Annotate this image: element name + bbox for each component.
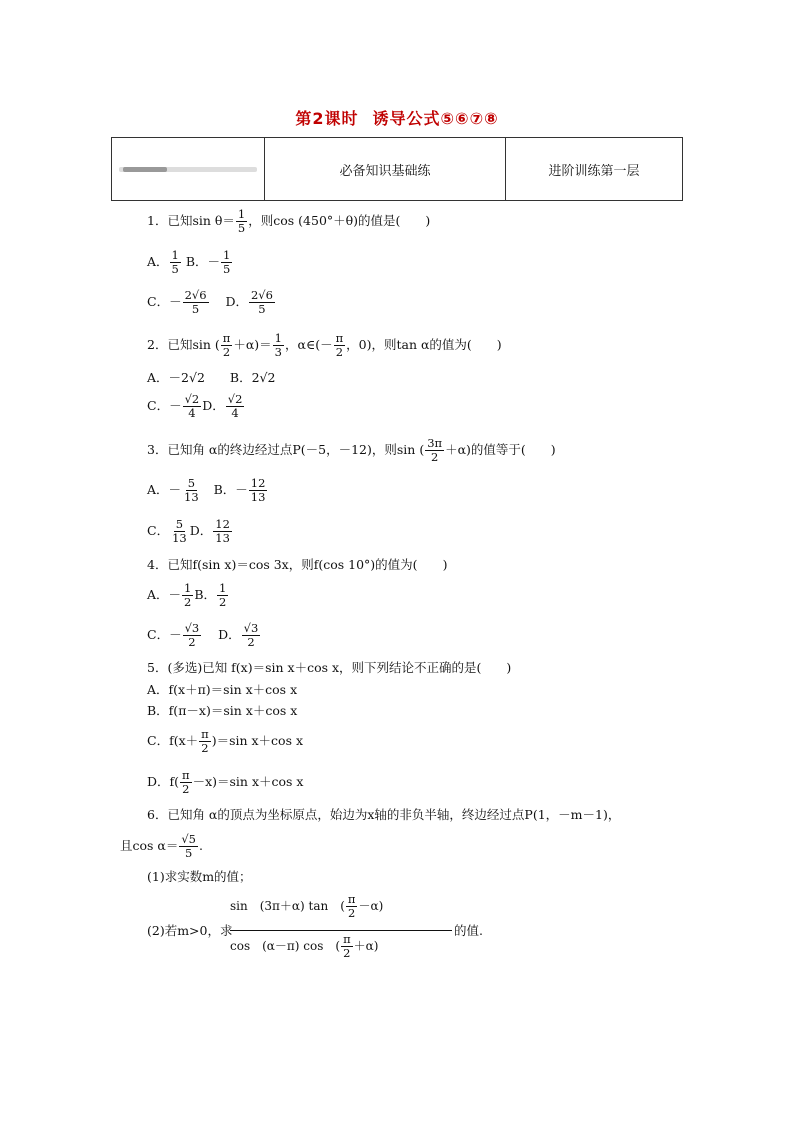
q1-options-ab: A． $\frac{1}{5}$ B．－ $\frac{1}{5}$ bbox=[147, 248, 231, 276]
q1-options-cd: C．－ $\frac{2√6}{5}$ D． $\frac{2√6}{5}$ bbox=[147, 288, 273, 316]
q5-option-a: A．f(x＋π)＝sin x＋cos x bbox=[147, 682, 298, 697]
q6-numerator: sin (3π＋α) tan ( $\frac{\pi}{2}$ －α) bbox=[230, 892, 384, 920]
question-1: 1．已知sin θ＝ $\frac{1}{5}$ ，则cos (450°＋θ)的值是( ) bbox=[147, 207, 431, 235]
q2-options-cd: C．－ $\frac{√2}{4}$ D． $\frac{√2}{4}$ bbox=[147, 392, 243, 420]
q2-options-ab: A．－2√2 B．2√2 bbox=[147, 370, 276, 385]
q5-option-c: C．f(x＋ $\frac{\pi}{2}$ )＝sin x＋cos x bbox=[147, 727, 304, 755]
tab-advanced[interactable]: 进阶训练第一层 bbox=[506, 138, 683, 201]
q3-options-ab: A．－ $\frac{5}{13}$ B．－ $\frac{12}{13}$ bbox=[147, 476, 266, 504]
page-title: 第2课时 诱导公式⑤⑥⑦⑧ bbox=[295, 109, 499, 128]
q6-denominator: cos (α－π) cos ( $\frac{\pi}{2}$ ＋α) bbox=[230, 930, 452, 960]
q6-sub2-label: (2)若m>0，求 bbox=[147, 923, 233, 938]
q6-sub2-tail: 的值. bbox=[454, 923, 483, 938]
progress-cell bbox=[112, 138, 265, 201]
progress-bar bbox=[119, 167, 257, 172]
tab-basic[interactable]: 必备知识基础练 bbox=[265, 138, 506, 201]
q4-options-cd: C．－ $\frac{√3}{2}$ D． $\frac{√3}{2}$ bbox=[147, 621, 259, 649]
q6-line2: 且cos α＝ $\frac{√5}{5}$ . bbox=[120, 832, 203, 860]
q3-options-cd: C． $\frac{5}{13}$ D． $\frac{12}{13}$ bbox=[147, 517, 230, 545]
q6-sub1: (1)求实数m的值； bbox=[147, 869, 252, 884]
question-3: 3．已知角 α的终边经过点P(－5，－12)，则sin ( $\frac{3\pi}{2}$ ＋α)的值等于( ) bbox=[147, 436, 556, 464]
q5-option-d: D．f( $\frac{\pi}{2}$ －x)＝sin x＋cos x bbox=[147, 768, 304, 796]
q5-option-b: B．f(π－x)＝sin x＋cos x bbox=[147, 703, 298, 718]
question-4: 4．已知f(sin x)＝cos 3x，则f(cos 10°)的值为( ) bbox=[147, 557, 448, 572]
question-2: 2．已知sin ( $\frac{\pi}{2}$ ＋α)＝ $\frac{1}{3}$ ，α∈(－ $\frac{\pi}{2}$ ，0)，则tan α的值为( ) bbox=[147, 331, 502, 359]
section-header bbox=[111, 137, 683, 201]
q6-big-fraction bbox=[230, 893, 452, 963]
question-6: 6．已知角 α的顶点为坐标原点，始边为x轴的非负半轴，终边经过点P(1，－m－1)， bbox=[147, 807, 621, 822]
q4-options-ab: A．－ $\frac{1}{2}$ B． $\frac{1}{2}$ bbox=[147, 581, 227, 609]
question-5: 5．(多选)已知 f(x)＝sin x＋cos x，则下列结论不正确的是( ) bbox=[147, 660, 512, 675]
